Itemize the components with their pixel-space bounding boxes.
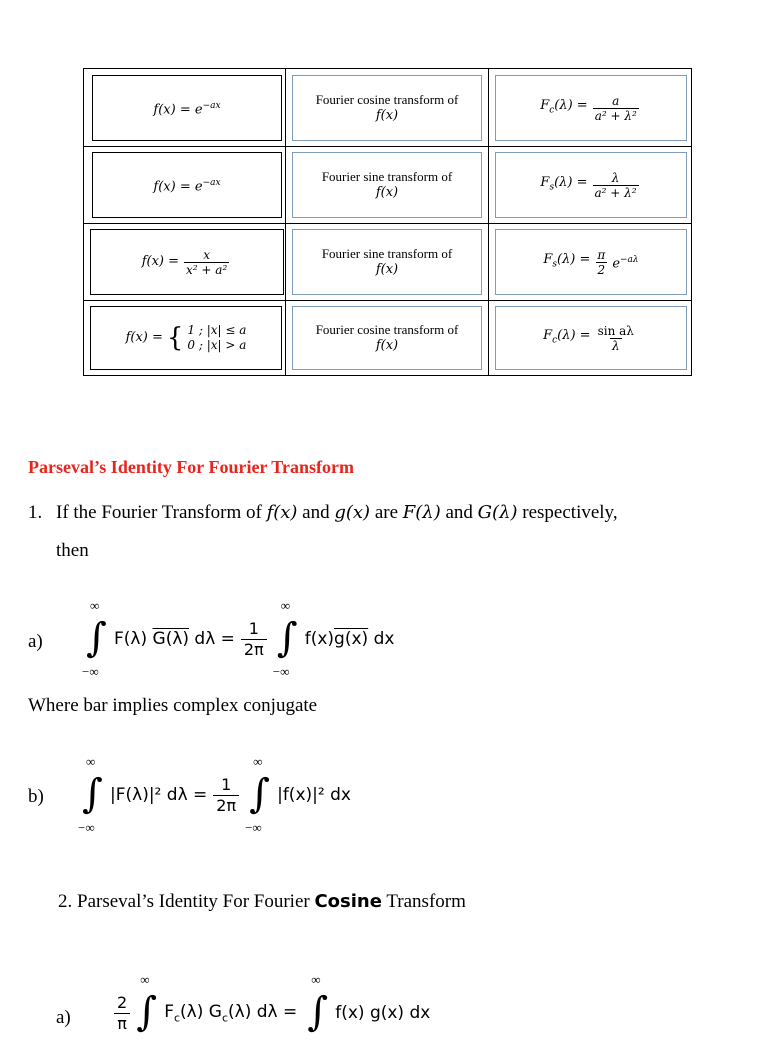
transform-function: f(x): [375, 185, 399, 200]
function-lhs: f(x) =: [153, 102, 195, 118]
eq-a-f: f(x): [304, 629, 335, 649]
result-tail-base: e: [612, 256, 621, 272]
item-1-text-part: and: [440, 502, 478, 523]
integral-symbol: ∞ ∫ −∞: [78, 754, 103, 835]
item-2-text-part: 2. Parseval’s Identity For Fourier: [58, 891, 315, 912]
equation-b: [78, 754, 351, 835]
table-divider: [84, 146, 691, 147]
table-divider: [84, 300, 691, 301]
transform-type-label: Fourier cosine transform of: [315, 322, 459, 337]
integral-upper-limit: ∞: [311, 972, 321, 987]
integral-lower-limit: −∞: [245, 820, 262, 835]
eq-a-g-conjugate: g(x): [334, 629, 369, 649]
table-cell-function: [90, 306, 282, 370]
function-case: 0 ; |x| > a: [187, 338, 247, 352]
integral-symbol: ∞ ∫: [307, 972, 329, 1035]
transform-table: [83, 68, 692, 376]
table-cell-function: [90, 229, 284, 295]
fraction-denominator: 2π: [213, 795, 239, 816]
result-numerator: sin aλ: [597, 323, 634, 338]
eq-c-G: (λ) G: [180, 1001, 222, 1022]
eq-c-rhs: f(x) g(x) dx: [335, 1003, 431, 1023]
integral-symbol: ∞ ∫ −∞: [272, 598, 298, 679]
item-1-F-lambda: F(λ): [402, 502, 441, 523]
eq-a-G-conjugate: G(λ): [152, 629, 190, 649]
fraction-numerator: 1: [221, 774, 232, 794]
item-1-text-part: and: [297, 502, 335, 523]
integral-upper-limit: ∞: [140, 972, 150, 987]
section-heading: Parseval’s Identity For Fourier Transform: [28, 457, 354, 477]
item-2-heading: [58, 890, 466, 914]
table-cell-result: [495, 75, 687, 141]
item-2-text-part: Transform: [381, 891, 466, 912]
eq-c-fraction: [114, 993, 130, 1034]
item-1-number: 1.: [28, 502, 43, 523]
item-2-bold-word: Cosine: [314, 891, 382, 912]
function-case: 1 ; |x| ≤ a: [187, 323, 247, 337]
result-argument: (λ) =: [557, 327, 591, 343]
eq-a-label: a): [28, 631, 43, 652]
fraction-denominator: π: [114, 1013, 130, 1034]
transform-function: f(x): [375, 338, 399, 353]
item-1-fx: f(x): [266, 502, 298, 523]
function-base: e: [194, 102, 203, 118]
table-cell-transform-type: [292, 75, 482, 141]
result-subscript: c: [552, 335, 558, 346]
table-cell-function: [92, 152, 282, 218]
fraction-numerator: 1: [248, 618, 259, 638]
eq-c-label: a): [56, 1007, 71, 1028]
eq-b-lhs: |F(λ)|² dλ =: [110, 785, 208, 805]
item-1-text: [56, 501, 618, 525]
table-divider: [488, 69, 489, 375]
brace-symbol: {: [166, 323, 184, 353]
item-1-text-part: are: [370, 502, 403, 523]
result-symbol: F: [543, 251, 553, 267]
item-1-gx: g(x): [334, 502, 371, 523]
integral-symbol: ∞ ∫ −∞: [245, 754, 270, 835]
fraction-denominator: 2π: [241, 639, 267, 660]
eq-c-F: F: [164, 1001, 174, 1022]
function-base: e: [194, 179, 203, 195]
eq-c-d-lambda: (λ) dλ =: [228, 1001, 298, 1022]
integral-upper-limit: ∞: [86, 754, 96, 769]
transform-function: f(x): [375, 108, 399, 123]
result-denominator: 2: [597, 262, 606, 277]
result-denominator: a² + λ²: [594, 108, 637, 123]
table-cell-result: [495, 306, 687, 370]
item-1-G-lambda: G(λ): [477, 502, 518, 523]
table-cell-function: [92, 75, 282, 141]
result-symbol: F: [540, 174, 550, 190]
item-1-text-part: If the Fourier Transform of: [56, 502, 267, 523]
table-divider: [285, 69, 286, 375]
integral-lower-limit: −∞: [82, 664, 99, 679]
result-symbol: F: [543, 327, 553, 343]
item-1-then: then: [56, 540, 89, 561]
table-cell-result: [495, 229, 687, 295]
fraction-numerator: 2: [117, 992, 128, 1012]
integral-upper-limit: ∞: [90, 598, 100, 613]
where-text: Where bar implies complex conjugate: [28, 695, 318, 716]
table-divider: [84, 223, 691, 224]
eq-a-dx: dx: [368, 629, 395, 649]
integral-upper-limit: ∞: [253, 754, 263, 769]
eq-b-rhs: |f(x)|² dx: [277, 785, 351, 805]
function-lhs: f(x) =: [125, 330, 163, 345]
result-argument: (λ) =: [557, 251, 591, 267]
result-subscript: s: [549, 182, 555, 193]
eq-b-fraction: [213, 775, 239, 816]
function-lhs: f(x) =: [153, 179, 195, 195]
result-numerator: λ: [611, 170, 620, 185]
result-numerator: a: [612, 93, 620, 108]
result-denominator: a² + λ²: [594, 185, 637, 200]
function-numerator: x: [203, 247, 211, 262]
result-subscript: s: [552, 259, 557, 270]
equation-a: [82, 598, 395, 679]
table-cell-result: [495, 152, 687, 218]
result-numerator: π: [597, 247, 606, 262]
transform-function: f(x): [375, 262, 399, 277]
integral-symbol: ∞ ∫: [136, 972, 158, 1035]
result-symbol: F: [540, 97, 550, 113]
function-denominator: x² + a²: [186, 262, 228, 277]
function-lhs: f(x) =: [141, 254, 180, 269]
integral-upper-limit: ∞: [280, 598, 291, 613]
item-1-text-part: respectively,: [517, 502, 618, 523]
eq-a-fraction: [241, 619, 267, 660]
integral-lower-limit: −∞: [272, 664, 290, 679]
eq-a-F: F(λ): [114, 629, 153, 649]
integral-symbol: ∞ ∫ −∞: [82, 598, 107, 679]
transform-type-label: Fourier sine transform of: [321, 169, 453, 184]
result-subscript: c: [549, 105, 555, 116]
result-tail-exponent: −aλ: [620, 254, 639, 265]
result-argument: (λ) =: [554, 97, 588, 113]
function-exponent: −ax: [202, 100, 221, 111]
function-exponent: −ax: [202, 177, 221, 188]
table-cell-transform-type: [292, 229, 482, 295]
eq-a-d-lambda: dλ =: [189, 629, 235, 649]
integral-lower-limit: −∞: [78, 820, 95, 835]
result-argument: (λ) =: [554, 174, 588, 190]
table-cell-transform-type: [292, 306, 482, 370]
eq-c-subscript: c: [221, 1011, 228, 1025]
transform-type-label: Fourier cosine transform of: [315, 92, 459, 107]
equation-c: [112, 972, 431, 1048]
table-cell-transform-type: [292, 152, 482, 218]
result-denominator: λ: [611, 338, 620, 353]
eq-b-label: b): [28, 786, 44, 807]
eq-c-subscript: c: [173, 1011, 181, 1025]
transform-type-label: Fourier sine transform of: [321, 246, 453, 261]
